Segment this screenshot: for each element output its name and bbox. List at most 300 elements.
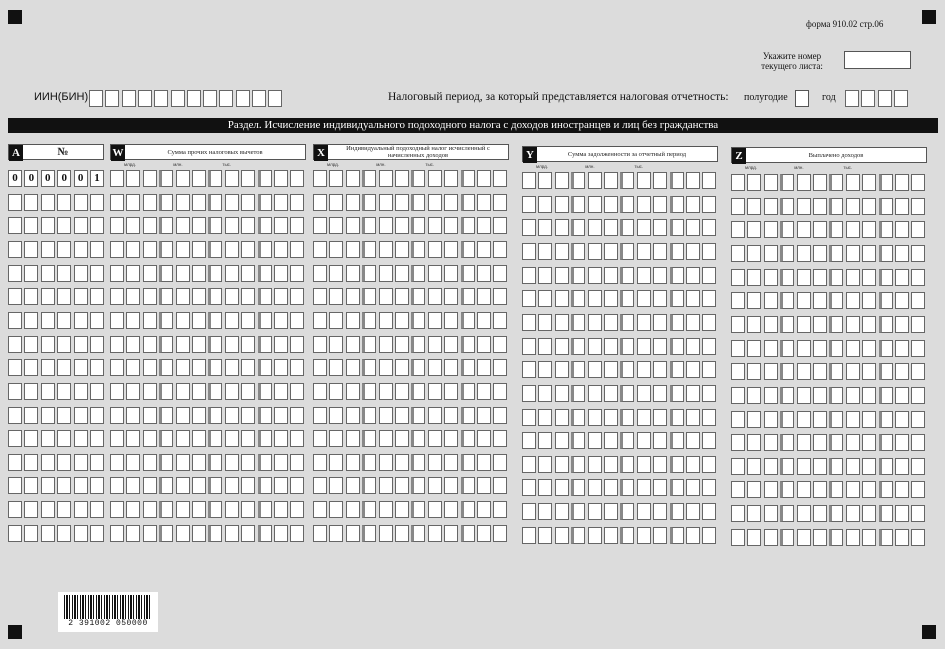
grid-cell[interactable] [208,194,222,211]
grid-cell[interactable] [620,479,634,496]
grid-cell[interactable] [895,387,909,404]
grid-cell[interactable] [522,196,536,213]
grid-cell[interactable] [461,288,475,305]
grid-cell[interactable] [428,217,442,234]
grid-cell[interactable] [192,312,206,329]
grid-cell[interactable] [780,363,794,380]
grid-cell[interactable] [588,479,602,496]
grid-cell[interactable] [895,292,909,309]
grid-cell[interactable] [555,409,569,426]
grid-cell[interactable] [362,430,376,447]
grid-cell[interactable] [126,217,140,234]
grid-cell[interactable] [159,359,173,376]
grid-cell[interactable] [813,505,827,522]
grid-cell[interactable] [846,292,860,309]
grid-cell[interactable] [57,288,71,305]
grid-cell[interactable] [411,241,425,258]
grid-cell[interactable] [571,527,585,544]
grid-cell[interactable] [846,316,860,333]
grid-cell[interactable] [813,458,827,475]
grid-cell[interactable] [702,456,716,473]
grid-cell[interactable] [110,217,124,234]
grid-cell[interactable] [24,501,38,518]
grid-cell[interactable] [493,170,507,187]
grid-cell[interactable] [477,217,491,234]
grid-cell[interactable] [731,505,745,522]
grid-cell[interactable] [862,292,876,309]
grid-cell[interactable] [143,265,157,282]
grid-cell[interactable] [362,454,376,471]
grid-cell[interactable] [159,265,173,282]
grid-cell[interactable] [24,336,38,353]
grid-cell[interactable] [538,267,552,284]
grid-cell[interactable] [176,477,190,494]
grid-cell[interactable] [274,430,288,447]
grid-cell[interactable] [241,194,255,211]
grid-cell[interactable] [477,170,491,187]
grid-cell[interactable] [686,338,700,355]
grid-cell[interactable] [731,434,745,451]
grid-cell[interactable] [493,383,507,400]
grid-cell[interactable] [428,383,442,400]
grid-cell[interactable] [797,363,811,380]
grid-cell[interactable] [797,434,811,451]
grid-cell[interactable] [604,503,618,520]
row-number-digit[interactable]: 1 [90,170,104,187]
grid-cell[interactable] [555,338,569,355]
grid-cell[interactable] [192,477,206,494]
grid-cell[interactable] [110,383,124,400]
grid-cell[interactable] [57,241,71,258]
grid-cell[interactable] [702,172,716,189]
grid-cell[interactable] [911,316,925,333]
grid-cell[interactable] [813,269,827,286]
grid-cell[interactable] [829,292,843,309]
grid-cell[interactable] [522,456,536,473]
grid-cell[interactable] [24,241,38,258]
grid-cell[interactable] [41,359,55,376]
grid-cell[interactable] [274,525,288,542]
grid-cell[interactable] [747,387,761,404]
grid-cell[interactable] [571,456,585,473]
sheet-number-field[interactable] [844,51,911,69]
grid-cell[interactable] [604,409,618,426]
grid-cell[interactable] [604,243,618,260]
grid-cell[interactable] [90,454,104,471]
grid-cell[interactable] [653,361,667,378]
grid-cell[interactable] [444,525,458,542]
grid-cell[interactable] [379,170,393,187]
grid-cell[interactable] [653,196,667,213]
grid-cell[interactable] [571,314,585,331]
grid-cell[interactable] [313,241,327,258]
grid-cell[interactable] [686,385,700,402]
grid-cell[interactable] [911,458,925,475]
grid-cell[interactable] [780,529,794,546]
grid-cell[interactable] [895,316,909,333]
grid-cell[interactable] [637,290,651,307]
grid-cell[interactable] [813,481,827,498]
grid-cell[interactable] [362,477,376,494]
grid-cell[interactable] [879,174,893,191]
grid-cell[interactable] [653,409,667,426]
grid-cell[interactable] [461,241,475,258]
grid-cell[interactable] [620,267,634,284]
grid-cell[interactable] [604,196,618,213]
row-number-digit[interactable]: 0 [41,170,55,187]
grid-cell[interactable] [395,359,409,376]
grid-cell[interactable] [241,217,255,234]
grid-cell[interactable] [362,265,376,282]
grid-cell[interactable] [241,336,255,353]
grid-cell[interactable] [110,407,124,424]
grid-cell[interactable] [522,479,536,496]
grid-cell[interactable] [41,454,55,471]
grid-cell[interactable] [604,456,618,473]
grid-cell[interactable] [604,290,618,307]
grid-cell[interactable] [329,383,343,400]
grid-cell[interactable] [143,241,157,258]
grid-cell[interactable] [74,217,88,234]
grid-cell[interactable] [143,430,157,447]
grid-cell[interactable] [911,411,925,428]
grid-cell[interactable] [379,525,393,542]
grid-cell[interactable] [702,432,716,449]
grid-cell[interactable] [258,241,272,258]
grid-cell[interactable] [670,338,684,355]
grid-cell[interactable] [493,288,507,305]
grid-cell[interactable] [555,479,569,496]
grid-cell[interactable] [176,312,190,329]
grid-cell[interactable] [362,217,376,234]
grid-cell[interactable] [346,288,360,305]
grid-cell[interactable] [461,336,475,353]
grid-cell[interactable] [176,170,190,187]
grid-cell[interactable] [379,454,393,471]
row-number-digit[interactable]: 0 [24,170,38,187]
grid-cell[interactable] [176,359,190,376]
grid-cell[interactable] [813,198,827,215]
grid-cell[interactable] [571,219,585,236]
grid-cell[interactable] [461,170,475,187]
grid-cell[interactable] [8,217,22,234]
grid-cell[interactable] [143,312,157,329]
grid-cell[interactable] [686,314,700,331]
grid-cell[interactable] [764,198,778,215]
grid-cell[interactable] [176,288,190,305]
grid-cell[interactable] [637,361,651,378]
grid-cell[interactable] [444,477,458,494]
grid-cell[interactable] [74,194,88,211]
grid-cell[interactable] [192,430,206,447]
grid-cell[interactable] [846,411,860,428]
grid-cell[interactable] [702,314,716,331]
grid-cell[interactable] [555,527,569,544]
grid-cell[interactable] [604,172,618,189]
grid-cell[interactable] [747,434,761,451]
grid-cell[interactable] [702,219,716,236]
grid-cell[interactable] [780,174,794,191]
grid-cell[interactable] [461,407,475,424]
row-number-digit[interactable]: 0 [74,170,88,187]
grid-cell[interactable] [477,312,491,329]
grid-cell[interactable] [428,525,442,542]
grid-cell[interactable] [588,290,602,307]
grid-cell[interactable] [731,363,745,380]
grid-cell[interactable] [477,288,491,305]
grid-cell[interactable] [862,269,876,286]
grid-cell[interactable] [571,196,585,213]
grid-cell[interactable] [764,221,778,238]
grid-cell[interactable] [313,312,327,329]
grid-cell[interactable] [74,383,88,400]
grid-cell[interactable] [702,243,716,260]
grid-cell[interactable] [764,458,778,475]
grid-cell[interactable] [747,458,761,475]
grid-cell[interactable] [780,434,794,451]
grid-cell[interactable] [846,363,860,380]
grid-cell[interactable] [764,505,778,522]
grid-cell[interactable] [813,411,827,428]
grid-cell[interactable] [379,501,393,518]
grid-cell[interactable] [911,505,925,522]
grid-cell[interactable] [895,269,909,286]
grid-cell[interactable] [329,477,343,494]
grid-cell[interactable] [395,288,409,305]
grid-cell[interactable] [241,265,255,282]
grid-cell[interactable] [862,340,876,357]
grid-cell[interactable] [879,505,893,522]
grid-cell[interactable] [8,383,22,400]
grid-cell[interactable] [313,525,327,542]
grid-cell[interactable] [780,292,794,309]
grid-cell[interactable] [764,174,778,191]
grid-cell[interactable] [797,387,811,404]
grid-cell[interactable] [780,221,794,238]
year-digit-cell[interactable] [845,90,859,107]
grid-cell[interactable] [241,454,255,471]
grid-cell[interactable] [731,198,745,215]
grid-cell[interactable] [362,312,376,329]
grid-cell[interactable] [24,407,38,424]
grid-cell[interactable] [159,194,173,211]
grid-cell[interactable] [126,288,140,305]
grid-cell[interactable] [395,336,409,353]
grid-cell[interactable] [571,338,585,355]
grid-cell[interactable] [74,407,88,424]
grid-cell[interactable] [477,336,491,353]
grid-cell[interactable] [24,430,38,447]
grid-cell[interactable] [879,387,893,404]
grid-cell[interactable] [862,316,876,333]
year-digit-cell[interactable] [894,90,908,107]
grid-cell[interactable] [702,290,716,307]
grid-cell[interactable] [258,170,272,187]
grid-cell[interactable] [493,359,507,376]
grid-cell[interactable] [588,314,602,331]
grid-cell[interactable] [522,432,536,449]
grid-cell[interactable] [57,265,71,282]
grid-cell[interactable] [41,477,55,494]
grid-cell[interactable] [346,241,360,258]
grid-cell[interactable] [461,312,475,329]
grid-cell[interactable] [57,383,71,400]
grid-cell[interactable] [395,312,409,329]
grid-cell[interactable] [90,194,104,211]
grid-cell[interactable] [780,481,794,498]
grid-cell[interactable] [241,525,255,542]
grid-cell[interactable] [290,241,304,258]
grid-cell[interactable] [192,288,206,305]
grid-cell[interactable] [747,292,761,309]
grid-cell[interactable] [241,170,255,187]
grid-cell[interactable] [74,336,88,353]
grid-cell[interactable] [895,481,909,498]
grid-cell[interactable] [670,503,684,520]
grid-cell[interactable] [428,477,442,494]
grid-cell[interactable] [493,525,507,542]
grid-cell[interactable] [637,527,651,544]
grid-cell[interactable] [895,198,909,215]
grid-cell[interactable] [90,430,104,447]
grid-cell[interactable] [911,387,925,404]
grid-cell[interactable] [8,501,22,518]
grid-cell[interactable] [764,434,778,451]
grid-cell[interactable] [41,265,55,282]
grid-cell[interactable] [208,217,222,234]
grid-cell[interactable] [143,359,157,376]
grid-cell[interactable] [126,454,140,471]
grid-cell[interactable] [620,385,634,402]
grid-cell[interactable] [637,503,651,520]
grid-cell[interactable] [126,170,140,187]
grid-cell[interactable] [555,385,569,402]
grid-cell[interactable] [444,407,458,424]
grid-cell[interactable] [395,194,409,211]
grid-cell[interactable] [159,454,173,471]
grid-cell[interactable] [911,292,925,309]
grid-cell[interactable] [879,529,893,546]
grid-cell[interactable] [764,387,778,404]
grid-cell[interactable] [670,409,684,426]
grid-cell[interactable] [329,407,343,424]
grid-cell[interactable] [829,269,843,286]
grid-cell[interactable] [493,477,507,494]
grid-cell[interactable] [522,503,536,520]
grid-cell[interactable] [428,194,442,211]
grid-cell[interactable] [731,411,745,428]
grid-cell[interactable] [555,196,569,213]
grid-cell[interactable] [192,241,206,258]
grid-cell[interactable] [620,243,634,260]
grid-cell[interactable] [797,174,811,191]
grid-cell[interactable] [477,383,491,400]
grid-cell[interactable] [126,359,140,376]
grid-cell[interactable] [225,194,239,211]
grid-cell[interactable] [780,245,794,262]
grid-cell[interactable] [274,194,288,211]
grid-cell[interactable] [313,454,327,471]
grid-cell[interactable] [461,430,475,447]
grid-cell[interactable] [290,359,304,376]
grid-cell[interactable] [208,454,222,471]
iin-digit-cell[interactable] [268,90,282,107]
grid-cell[interactable] [813,387,827,404]
grid-cell[interactable] [8,454,22,471]
grid-cell[interactable] [522,314,536,331]
grid-cell[interactable] [8,336,22,353]
grid-cell[interactable] [411,170,425,187]
grid-cell[interactable] [555,456,569,473]
grid-cell[interactable] [159,525,173,542]
grid-cell[interactable] [411,194,425,211]
grid-cell[interactable] [225,265,239,282]
grid-cell[interactable] [362,407,376,424]
grid-cell[interactable] [829,174,843,191]
grid-cell[interactable] [686,219,700,236]
grid-cell[interactable] [895,458,909,475]
grid-cell[interactable] [208,265,222,282]
grid-cell[interactable] [208,525,222,542]
grid-cell[interactable] [493,454,507,471]
grid-cell[interactable] [555,290,569,307]
grid-cell[interactable] [862,245,876,262]
grid-cell[interactable] [797,316,811,333]
grid-cell[interactable] [208,430,222,447]
grid-cell[interactable] [637,338,651,355]
grid-cell[interactable] [538,290,552,307]
grid-cell[interactable] [8,265,22,282]
grid-cell[interactable] [225,501,239,518]
grid-cell[interactable] [829,198,843,215]
grid-cell[interactable] [588,172,602,189]
grid-cell[interactable] [571,385,585,402]
grid-cell[interactable] [604,361,618,378]
grid-cell[interactable] [90,383,104,400]
grid-cell[interactable] [329,336,343,353]
grid-cell[interactable] [461,454,475,471]
grid-cell[interactable] [829,481,843,498]
grid-cell[interactable] [192,359,206,376]
grid-cell[interactable] [895,411,909,428]
grid-cell[interactable] [797,292,811,309]
grid-cell[interactable] [90,336,104,353]
grid-cell[interactable] [571,479,585,496]
grid-cell[interactable] [176,336,190,353]
grid-cell[interactable] [74,525,88,542]
grid-cell[interactable] [620,338,634,355]
grid-cell[interactable] [477,407,491,424]
grid-cell[interactable] [571,243,585,260]
grid-cell[interactable] [731,316,745,333]
grid-cell[interactable] [604,527,618,544]
grid-cell[interactable] [143,525,157,542]
grid-cell[interactable] [274,288,288,305]
grid-cell[interactable] [813,174,827,191]
grid-cell[interactable] [110,430,124,447]
grid-cell[interactable] [620,361,634,378]
grid-cell[interactable] [428,312,442,329]
grid-cell[interactable] [346,430,360,447]
grid-cell[interactable] [192,265,206,282]
grid-cell[interactable] [522,409,536,426]
grid-cell[interactable] [604,267,618,284]
grid-cell[interactable] [764,316,778,333]
grid-cell[interactable] [208,501,222,518]
grid-cell[interactable] [879,458,893,475]
grid-cell[interactable] [637,267,651,284]
grid-cell[interactable] [362,241,376,258]
